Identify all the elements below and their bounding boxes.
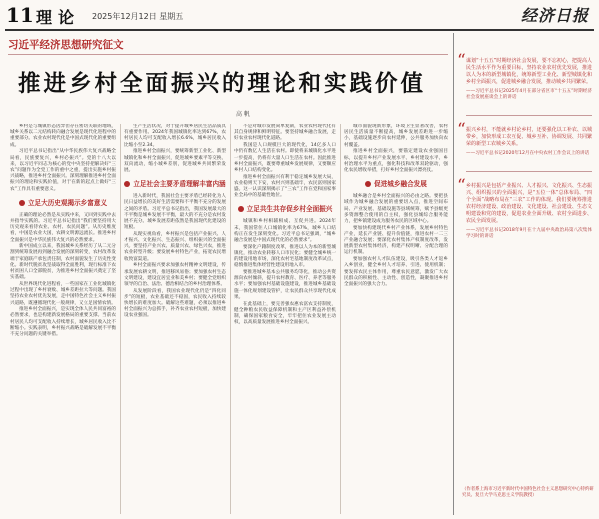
paragraph: 城镇和乡村相辅相成、互促共进。2024年末，我国常住人口城镇化率为67%，城乡人口结构正在发生深刻变化。习近平总书记强调，“城乡融合发展是中国式现代化的必然要求”。	[234, 219, 336, 244]
article-column-2	[124, 124, 226, 514]
quote-source: ——习近平总书记2018年9月在十九届中央政治局第八次集体学习时的讲话	[466, 227, 592, 239]
paragraph: 要加快构建现代乡村产业体系，发展乡村特色产业，延长产业链、提升价值链，推进农村一二三产业融合发展；要深化农村集体产权制度改革，发展新型农村集体经济，构建产权明晰、分配合理的运行机制。	[344, 225, 448, 256]
paragraph: 城乡融合是乡村全面振兴的必由之路。要把县域作为城乡融合发展的重要切入点，推进空间布局、产业发展、基础设施等县域统筹，赋予县级更多资源整合使用的自主权，强化县城综合服务能力，把乡镇建设成为服务农民的区域中心。	[344, 194, 448, 224]
paragraph: 进入新时代，我国社会主要矛盾已经转化为人民日益增长的美好生活需要和不平衡不充分的发展之间的矛盾。习近平总书记指出，我国发展最大的不平衡是城乡发展不平衡，最大的不充分是农村发展不充分。城乡发展差距依然是我国现代化建设的短板。	[124, 194, 226, 231]
paragraph: 在此基础上，要完善强农惠农富农支持制度，健全种粮农民收益保障机制和主产区利益补偿机制，确保国家粮食安全，牢牢把住农业发展主动权，以高质量发展推进乡村全面振兴。	[234, 301, 336, 326]
quote-text: 乡村振兴是包括产业振兴、人才振兴、文化振兴、生态振兴、组织振兴的全面振兴，是“五位一体”总体布局、“四个全面”战略布局在“三农”工作的体现。我们要统筹推进农村经济建设、政治建设、文化建设、社会建设、生态文明建设和党的建设，促进农业全面升级、农村全面进步、农民全面发展。	[466, 182, 592, 224]
paragraph: 推进乡村全面振兴有利于稳定城乡发展大局，农业稳则天下安，农村兴则基础牢，农民富则国家盛。这一认识深刻揭示了“三农”工作在党和国家事业全局中的基础性地位。	[234, 174, 336, 199]
quote-block	[457, 120, 595, 157]
paragraph: 从世界现代化进程看，一些国家在工业化城镇化过程中出现了乡村衰败、城乡差距拉大等问题。我国坚持农业农村优先发展，走中国特色社会主义乡村振兴道路，既遵循现代化一般规律，又立足国情农情。	[10, 281, 116, 306]
author-note: （作者系上海市习近平新时代中国特色社会主义思想研究中心特约研究员、复旦大学马克思主义学院教授）	[462, 487, 594, 498]
paragraph: 乡村全面振兴要求加强农村精神文明建设，传承发展农耕文明，推进移风易俗；要加强农村生态文明建设，建设宜居宜业和美乡村；要健全党组织领导的自治、法治、德治相结合的乡村治理体系。	[124, 263, 226, 287]
quote-mark-icon: “	[457, 120, 466, 140]
paragraph: 推进乡村全面振兴，要锚定建设农业强国目标，以提升乡村产业发展水平、乡村建设水平、乡村治理水平为重点，强化科技和改革双轮驱动，强化农民增收举措，打好乡村全面振兴漂亮仗。	[344, 149, 448, 173]
issue-date: 2025年12月12日 星期五	[92, 12, 184, 21]
paragraph: 城市面貌现新形象，环境卫生显著改善，农村居民生活质量不断提高，城乡发展差距进一步缩小，基础设施逐步向农村延伸，公共服务加快向农村覆盖。	[344, 124, 448, 148]
column-label-divider	[8, 54, 448, 55]
page-number: 11	[6, 3, 34, 27]
quote-mark-icon: “	[457, 175, 466, 196]
masthead	[0, 0, 599, 30]
quote-source: ——习近平总书记2025年4月在部分省区市“十五五”时期经济社会发展座谈会上的讲话	[466, 89, 592, 101]
paragraph: 推进乡村全面振兴，要统筹新型工业化、新型城镇化和乡村全面振兴，促进城乡要素平等交换、双向流动，缩小城乡差别，促进城乡共同繁荣发展。	[124, 149, 226, 173]
paragraph: 从发展阶段看，我国农业现代化仍是“四化同步”的短板，农业基础还不稳固，农民收入持续较快增长的难度加大。破解这些难题，必须以推进乡村全面振兴为总抓手，补齐农业农村短板，加快建设农业强国。	[124, 288, 226, 319]
section-subheading: 立足大历史观揭示乡富意义	[10, 199, 116, 208]
paragraph: 新中国成立以来，我国城乡关系经历了从二元分割到统筹发展再到融合发展的深刻转变，农村改革发端于家庭联产承包责任制，农村面貌发生了历史性变化。新时代脱贫攻坚战取得全面胜利，现行标准下农村贫困人口全部脱贫，为推进乡村全面振兴奠定了坚实基础。	[10, 244, 116, 281]
bullet-icon	[365, 181, 371, 187]
paragraph: 推进乡村全面振兴，是实现全体人民共同富裕的必然要求，也是构建新发展格局的重要支撑。当前农村居民人均可支配收入持续增长，城乡居民收入比不断缩小。实践表明，乡村振兴战略是破解发展不平衡不充分问题的关键举措。	[10, 307, 116, 338]
quote-divider	[466, 115, 592, 116]
quote-text: 振兴乡村，不能就乡村论乡村，还要强化以工补农、以城带乡，加快形成工农互促、城乡互补、协调发展、共同繁荣的新型工农城乡关系。	[466, 127, 592, 147]
quote-sidebar	[457, 51, 595, 254]
paragraph: 要推进城乡基本公共服务均等化，推动公共资源向农村倾斜，提升农村教育、医疗、养老等服务水平；要加强农村基础设施建设，推进城乡基础设施一体化规划建设管护，让农民群众共享现代化成果。	[234, 270, 336, 300]
section-subheading: 促进城乡融合发展	[344, 180, 448, 189]
paragraph: 乡村是与城镇形态因异但存在密切关联的地域，城乡关系以二元结构转向融合发展是现代化进程中的重要部分。农业农村现代化是中国式现代化的重要组成。	[10, 124, 116, 148]
column-label: 习近平经济思想研究征文	[8, 39, 124, 51]
paragraph: 我国是人口规模巨大的现代化，14亿多人口中仍有数亿人生活在农村。即使将来城镇化水平进一步提高，仍将有大量人口生活在农村。因此推进乡村全面振兴，既要尊重城乡发展规律，又要顺应乡村人口结构变化。	[234, 143, 336, 173]
paragraph: 不是对城市发展简单复制，农业农村现代化有其自身规律和鲜明特征。要坚持城乡融合发展，走好农业农村现代化道路。	[234, 124, 336, 142]
article-byline: 高 帆	[236, 111, 250, 118]
column-divider	[120, 124, 121, 514]
bullet-icon	[19, 200, 25, 206]
paragraph: 生产生活状况，对于提升城乡居民生活品质具有重要作用。2024年我国城镇化率达到67%，农村居民人均可支配收入增长6.6%，城乡居民收入比缩小至2.34。	[124, 124, 226, 148]
quote-mark-icon: “	[457, 51, 466, 71]
paragraph: 从现实视角看，乡村振兴是包括产业振兴、人才振兴、文化振兴、生态振兴、组织振兴的全面振兴。要坚持产业兴农、质量兴农、绿色兴农，推进农业转型升级；要发展乡村特色产业，拓宽农民增收致富渠道。	[124, 231, 226, 262]
quote-block	[457, 51, 595, 101]
paragraph: 要深化户籍制度改革，推进以人为本的新型城镇化，推动农业转移人口市民化；要健全城乡统一的建设用地市场，深化农村宅基地制度改革试点，稳慎推进集体经营性建设用地入市。	[234, 244, 336, 269]
column-divider	[230, 124, 231, 514]
section-subheading: 立足共生共存促乡村全面振兴	[234, 205, 336, 214]
article-headline: 推进乡村全面振兴的理论和实践价值	[18, 71, 427, 97]
masthead-divider	[5, 29, 594, 31]
column-divider	[340, 124, 341, 514]
bullet-icon	[124, 181, 130, 187]
article-column-4	[344, 124, 448, 514]
newspaper-logo: 经济日报	[520, 6, 589, 25]
bullet-icon	[238, 206, 244, 212]
paragraph: 正确的理论必然是从实践中来，又回到实践中去并指导实践的。习近平总书记指出“我们要坚持用大历史观来看待农业、农村、农民问题”。从历史维度看，中国是农业大国，农耕文明源远流长。推进乡村全面振兴是中华民族伟大复兴的必然要求。	[10, 212, 116, 243]
section-subheading: 立足社会主要矛盾理解丰富内涵	[124, 180, 226, 189]
quote-text: 谋划“十五五”时期经济社会发展，要不忘初心，把提高人民生活水平作为重要目标，坚持农业农村优先发展，推进以人为本的新型城镇化，统筹新型工业化、新型城镇化和乡村全面振兴，促进城乡融合发展，推动城乡共同繁荣。	[466, 58, 592, 85]
section-name: 理论	[36, 8, 81, 27]
paragraph: 要加强农村人才队伍建设，吸引各类人才返乡入乡创业，健全乡村人才培养、引进、使用机制；要发挥农民主体作用，尊重农民意愿，激发广大农民群众的积极性、主动性、创造性，凝聚推进乡村全面振兴的强大合力。	[344, 257, 448, 287]
article-column-3	[234, 124, 336, 514]
article-column-1	[10, 124, 116, 514]
sidebar-divider	[453, 33, 454, 515]
paragraph: 习近平总书记指出“从中华民族伟大复兴战略全局看，民族要复兴，乡村必振兴”。党的十八大以来，以习近平同志为核心的党中央坚持把解决好“三农”问题作为全党工作的重中之重，提出实施乡村振兴战略，推进乡村全面振兴。深刻理解推进乡村全面振兴的理论和实践价值，对于在新的起点上做好“三农”工作具有重要意义。	[10, 149, 116, 192]
quote-source: ——习近平总书记2020年12月在中央农村工作会议上的讲话	[466, 151, 590, 156]
quote-divider	[466, 171, 592, 172]
quote-block	[457, 175, 595, 240]
